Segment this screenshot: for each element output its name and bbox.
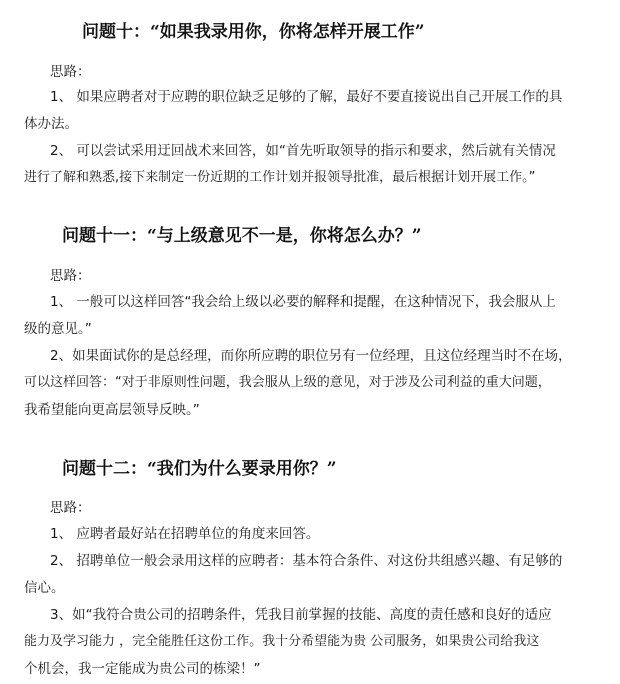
paragraph-line: 可以这样回答：“对于非原则性问题，我会服从上级的意见，对于涉及公司利益的重大问题， [24,375,551,390]
section-label: 思路： [50,500,91,516]
section-label: 思路： [50,64,91,80]
paragraph-line: 我希望能向更高层领导反映。” [24,402,200,418]
paragraph-line: 2、如果面试你的是总经理，而你所应聘的职位另有一位经理，且这位经理当时不在场， [50,348,572,364]
paragraph-line: 级的意见。” [24,321,92,337]
paragraph-line: 2、 可以尝试采用迂回战术来回答，如“首先听取领导的指示和要求，然后就有关情况 [50,143,556,159]
paragraph-line: 信心。 [24,580,65,596]
section-label: 思路： [50,268,91,284]
paragraph-line: 个机会，我一定能成为贵公司的栋梁！” [24,661,261,677]
paragraph-line: 体办法。 [24,116,78,132]
paragraph-line: 1、 如果应聘者对于应聘的职位缺乏足够的了解，最好不要直接说出自己开展工作的具 [50,89,563,105]
paragraph-line: 2、 招聘单位一般会录用这样的应聘者：基本符合条件、对这份共组感兴趣、有足够的 [50,553,563,569]
paragraph-line: 能力及学习能力 ，完全能胜任这份工作。我十分希望能为贵 公司服务，如果贵公司给我这 [24,634,540,649]
section-heading: 问题十：“如果我录用你，你将怎样开展工作” [82,22,425,42]
paragraph-line: 3、如“我符合贵公司的招聘条件，凭我目前掌握的技能、高度的责任感和良好的适应 [50,607,552,623]
paragraph-line: 进行了解和熟悉,接下来制定一份近期的工作计划并报领导批准，最后根据计划开展工作。” [24,170,536,185]
section-heading: 问题十二：“我们为什么要录用你？” [62,459,337,479]
section-heading: 问题十一：“与上级意见不一是，你将怎么办？” [62,226,422,246]
paragraph-line: 1、 一般可以这样回答“我会给上级以必要的解释和提醒，在这种情况下，我会服从上 [50,294,556,310]
paragraph-line: 1、 应聘者最好站在招聘单位的角度来回答。 [50,526,320,542]
